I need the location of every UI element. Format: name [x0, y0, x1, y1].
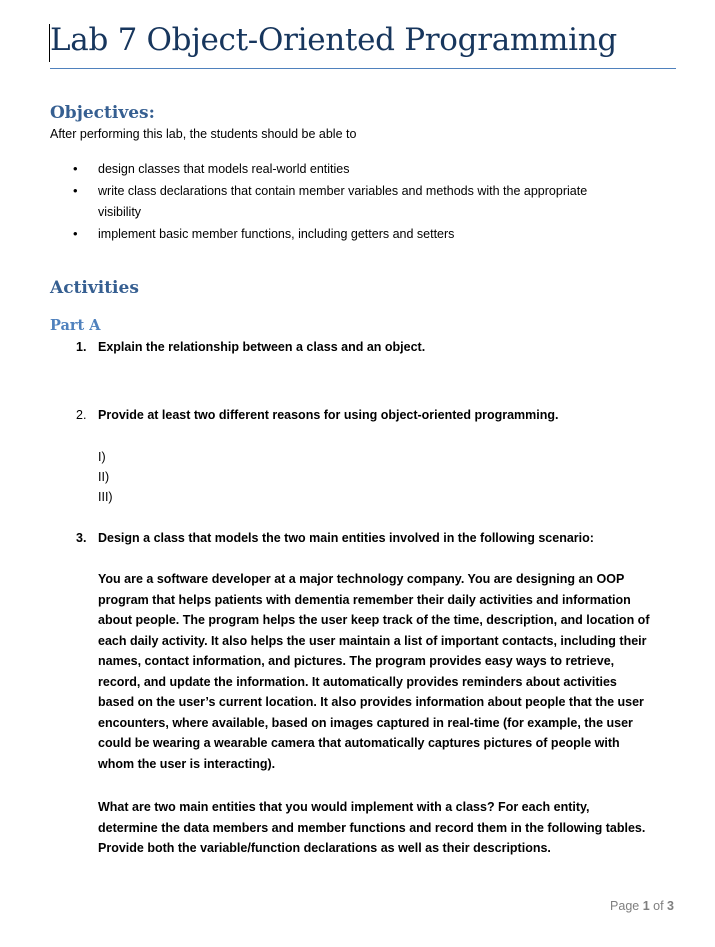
bullet-icon: •: [73, 183, 78, 198]
paragraph-line: You are a software developer at a major technology company. You are designing an OOP: [98, 572, 625, 586]
scenario-paragraph: [98, 569, 649, 774]
list-item: design classes that models real-world entities: [98, 162, 350, 176]
activities-heading: Activities: [50, 278, 139, 298]
instructions-paragraph: [98, 797, 645, 859]
question-1: Explain the relationship between a class and an object.: [98, 340, 426, 354]
list-item: implement basic member functions, including getters and setters: [98, 227, 455, 241]
paragraph-line: each daily activity. It also helps the user maintain a list of important contacts, including their: [98, 633, 647, 648]
bullet-icon: •: [73, 161, 78, 176]
total-pages: 3: [667, 899, 674, 913]
bullet-icon: •: [73, 226, 78, 241]
current-page: 1: [642, 899, 650, 913]
paragraph-line: encounters, where available, based on images captured in real-time (for example, the user: [98, 715, 633, 730]
part-a-heading: Part A: [50, 317, 101, 334]
list-item: write class declarations that contain member variables and methods with the appropriate: [98, 184, 588, 198]
paragraph-line: could be wearing a wearable camera that automatically captures pictures of people with: [98, 736, 620, 750]
answer-label: I): [98, 450, 106, 464]
answer-label: II): [98, 470, 110, 484]
paragraph-line: determine the data members and member functions and record them in the following tables.: [98, 820, 646, 835]
question-3: Design a class that models the two main entities involved in the following scenario:: [98, 531, 594, 545]
page-label: Page: [610, 899, 643, 913]
paragraph-line: What are two main entities that you would implement with a class? For each entity,: [98, 800, 590, 814]
paragraph-line: whom the user is interacting).: [98, 756, 276, 771]
page-of-label: of: [649, 899, 668, 913]
paragraph-line: names, contact information, and pictures. The program provides easy ways to retrieve,: [98, 654, 615, 668]
paragraph-line: based on the user’s current location. It also provides information about people that the user: [98, 695, 644, 709]
objectives-intro: After performing this lab, the students should be able to: [50, 127, 357, 141]
question-number: 1.: [76, 340, 87, 354]
title-underline: [50, 68, 676, 69]
list-item-continuation: visibility: [98, 205, 142, 219]
question-2: Provide at least two different reasons for using object-oriented programming.: [98, 408, 559, 422]
paragraph-line: Provide both the variable/function declarations as well as their descriptions.: [98, 841, 551, 855]
paragraph-line: program that helps patients with dementia remember their daily activities and information: [98, 592, 631, 607]
page-number: [610, 899, 674, 913]
objectives-heading: Objectives:: [50, 103, 155, 123]
question-number: 2.: [76, 408, 87, 422]
question-number: 3.: [76, 531, 87, 545]
paragraph-line: record, and update the information. It automatically provides reminders about activities: [98, 674, 617, 689]
answer-label: III): [98, 490, 113, 504]
paragraph-line: about people. The program helps the user keep track of the time, description, and location of: [98, 613, 650, 627]
document-title: Lab 7 Object-Oriented Programming: [50, 22, 617, 58]
